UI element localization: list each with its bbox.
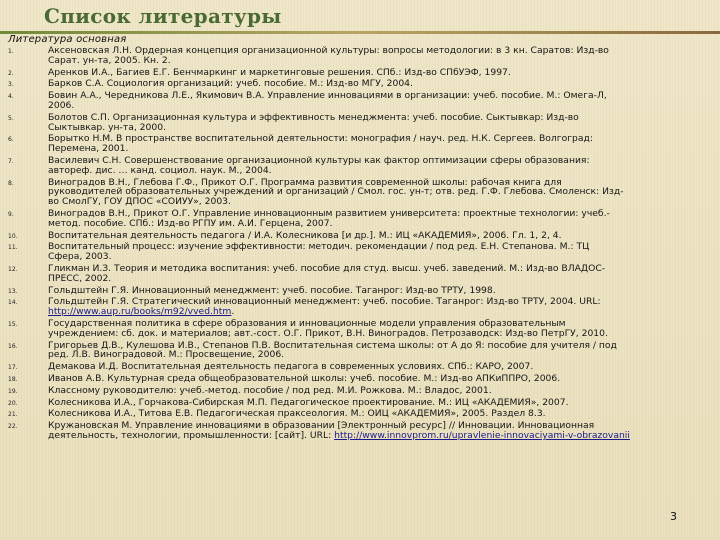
reference-line: руководителей образовательных учреждений и организаций / Смол. гос. ун-т; отв. ред. Г.Ф. Глебова. Смоленск: Изд- xyxy=(48,186,624,198)
reference-number: 9. xyxy=(8,211,14,218)
reference-line: Сарат. ун-та, 2005. Кн. 2. xyxy=(48,54,171,66)
reference-line: Кружановская М. Управление инновациями в образовании [Электронный ресурс] // Инновации. Инновационная xyxy=(48,420,595,432)
reference-line: ПРЕСС, 2002. xyxy=(48,272,112,284)
reference-text xyxy=(48,362,693,372)
reference-number: 7. xyxy=(8,158,14,165)
reference-line: Борытко Н.М. В пространстве воспитательной деятельности: монография / науч. ред. Н.К. Сергеев. Волгоград: xyxy=(48,133,593,145)
reference-text xyxy=(48,341,693,361)
reference-line: Воспитательная деятельность педагога / И.А. Колесникова [и др.]. М.: ИЦ «АКАДЕМИЯ», 2006. Гл. 1, 2, 4. xyxy=(48,229,562,241)
reference-line: Иванов А.В. Культурная среда общеобразовательной школы: учеб. пособие. М.: Изд-во АПКиППРО, 2006. xyxy=(48,373,561,384)
reference-url-link[interactable]: http://www.innovprom.ru/upravlenie-innovaciyami-v-obrazovanii xyxy=(334,429,630,441)
reference-text xyxy=(48,297,693,317)
reference-number: 19. xyxy=(8,387,18,395)
reference-text xyxy=(48,134,693,154)
reference-number: 4. xyxy=(8,93,14,101)
reference-line: Колесникова И.А., Горчакова-Сибирская М.П. Педагогическое проектирование. М.: ИЦ «АКАДЕМИЯ», 2007. xyxy=(48,396,569,408)
reference-number: 20. xyxy=(8,399,18,407)
page-title: Список литературы xyxy=(44,4,282,28)
reference-text xyxy=(48,46,693,66)
reference-url-suffix: . xyxy=(231,306,235,318)
reference-number: 17. xyxy=(8,364,18,372)
reference-number: 21. xyxy=(8,411,18,419)
reference-text xyxy=(48,421,693,441)
reference-text xyxy=(48,264,693,284)
reference-number: 6. xyxy=(8,136,14,144)
reference-text xyxy=(48,178,693,207)
reference-text xyxy=(48,113,693,133)
reference-text xyxy=(48,319,693,339)
reference-number: 2. xyxy=(8,69,14,77)
reference-number: 16. xyxy=(8,342,18,350)
reference-url-prefix: деятельность, технологии, промышленности: [сайт]. URL: xyxy=(48,429,335,441)
reference-number: 14. xyxy=(8,299,18,307)
reference-number: 8. xyxy=(8,179,14,187)
reference-line: Классному руководителю: учеб.-метод. пособие / под ред. М.И. Рожкова. М.: Владос, 2001. xyxy=(48,384,492,396)
reference-line: 2006. xyxy=(48,99,75,111)
page-number: 3 xyxy=(670,510,677,523)
reference-number: 1. xyxy=(8,48,14,55)
reference-line: Григорьев Д.В., Кулешова И.В., Степанов П.В. Воспитательная система школы: от А до Я: пособие для учителя / под xyxy=(48,339,617,351)
reference-line: Гольдштейн Г.Я. Инновационный менеджмент: учеб. пособие. Таганрог: Изд-во ТРТУ, 1998. xyxy=(48,284,496,296)
reference-text xyxy=(48,374,693,384)
section-heading: Литература основная xyxy=(8,34,127,45)
reference-number: 15. xyxy=(8,321,18,328)
reference-line: Воспитательный процесс: изучение эффективности: методич. рекомендации / под ред. Е.Н. Степанова. М.: ТЦ xyxy=(48,241,590,253)
reference-line: Виноградов В.Н., Глебова Г.Ф., Прикот О.Г. Программа развития современной школы: рабочая книга для xyxy=(48,176,562,188)
reference-line: Сфера, 2003. xyxy=(48,251,112,263)
reference-text xyxy=(48,231,693,241)
reference-line: во СмолГУ, ГОУ ДПОС «СОИУУ», 2003. xyxy=(48,196,231,208)
reference-line: Болотов С.П. Организационная культура и эффективность менеджмента: учеб. пособие. Сыктывкар: Изд-во xyxy=(48,111,579,123)
reference-line: Государственная политика в сфере образования и инновационные модели управления образовательным xyxy=(48,318,566,329)
reference-line: Аренков И.А., Багиев Е.Г. Бенчмаркинг и маркетинговые решения. СПб.: Изд-во СПбУЭФ, 1997. xyxy=(48,66,511,78)
reference-url-link[interactable]: http://www.aup.ru/books/m92/vved.htm xyxy=(48,306,232,318)
reference-line: автореф. дис. … канд. социол. наук. М., 2004. xyxy=(48,164,272,176)
reference-line: Демакова И.Д. Воспитательная деятельность педагога в современных условиях. СПб.: КАРО, 2007. xyxy=(48,361,534,373)
reference-line: Перемена, 2001. xyxy=(48,143,129,155)
reference-text xyxy=(48,242,693,262)
reference-text xyxy=(48,209,693,229)
reference-line: учреждением: сб. док. и материалов; авт.-сост. О.Г. Прикот, В.Н. Виноградов. Петрозаводск: Изд-во ПетрГУ, 2010. xyxy=(48,327,608,339)
reference-line: Сыктывкар. ун-та, 2000. xyxy=(48,121,166,133)
reference-line: Гольдштейн Г.Я. Стратегический инновационный менеджмент: учеб. пособие. Таганрог: Изд-во ТРТУ, 2004. URL: xyxy=(48,296,601,308)
reference-text xyxy=(48,79,693,89)
reference-text xyxy=(48,68,693,78)
reference-text xyxy=(48,286,693,296)
reference-number: 13. xyxy=(8,287,18,295)
reference-line xyxy=(48,431,693,441)
reference-line: Виноградов В.Н., Прикот О.Г. Управление инновационным развитием университета: проектные технологии: учеб.- xyxy=(48,208,610,219)
reference-line: Колесникова И.А., Титова Е.В. Педагогическая праксеология. М.: ОИЦ «АКАДЕМИЯ», 2005. Раздел 8.3. xyxy=(48,408,546,420)
reference-text xyxy=(48,386,693,396)
reference-line: Бовин А.А., Чередникова Л.Е., Якимович В.А. Управление инновациями в организации: учеб. пособие. М.: Омега-Л, xyxy=(48,90,607,102)
reference-line: Аксеновская Л.Н. Ордерная концепция организационной культуры: вопросы методологии: в 3 кн. Саратов: Изд-во xyxy=(48,45,609,56)
reference-line: Василевич С.Н. Совершенствование организационной культуры как фактор оптимизации сферы образования: xyxy=(48,155,590,166)
reference-line xyxy=(48,307,693,317)
reference-line: Барков С.А. Социология организаций: учеб. пособие. М.: Изд-во МГУ, 2004. xyxy=(48,78,413,90)
reference-text xyxy=(48,409,693,419)
reference-line: метод. пособие. СПб.: Изд-во РГПУ им. А.И. Герцена, 2007. xyxy=(48,217,333,229)
reference-number: 12. xyxy=(8,266,18,273)
reference-number: 11. xyxy=(8,244,18,252)
reference-number: 10. xyxy=(8,232,18,240)
reference-text xyxy=(48,91,693,111)
reference-number: 22. xyxy=(8,423,18,431)
reference-number: 5. xyxy=(8,114,14,122)
reference-text xyxy=(48,398,693,408)
reference-number: 3. xyxy=(8,81,14,89)
reference-line: ред. Л.В. Виноградовой. М.: Просвещение, 2006. xyxy=(48,349,285,361)
reference-line: Гликман И.З. Теория и методика воспитания: учеб. пособие для студ. высш. учеб. заведений. М.: Изд-во ВЛАДОС- xyxy=(48,263,606,274)
reference-text xyxy=(48,156,693,176)
reference-number: 18. xyxy=(8,376,18,383)
